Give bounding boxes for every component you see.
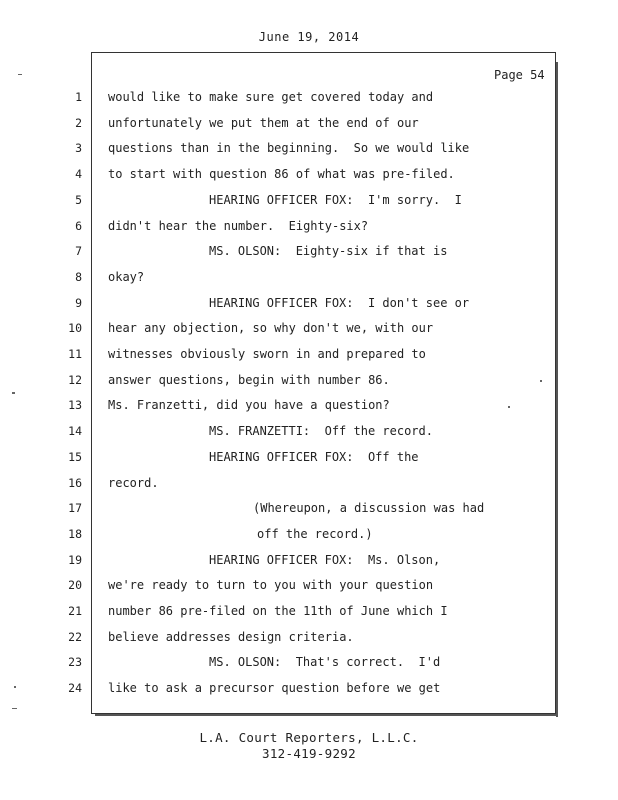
transcript-line-text: HEARING OFFICER FOX: Off the [209, 449, 419, 464]
transcript-line-text: like to ask a precursor question before we get [108, 681, 441, 696]
transcript-line-text: MS. FRANZETTI: Off the record. [209, 424, 433, 439]
transcript-line-text: okay? [108, 269, 145, 284]
transcript-line-text: unfortunately we put them at the end of our [108, 115, 419, 130]
transcript-line-text: hear any objection, so why don't we, with our [108, 321, 434, 336]
transcript-line-text: record. [108, 475, 159, 490]
frame-shadow-bottom [95, 714, 557, 716]
line-number: 12 [68, 372, 82, 387]
transcript-line-text: to start with question 86 of what was pre-filed. [108, 167, 455, 182]
transcript-line-text: HEARING OFFICER FOX: I'm sorry. I [209, 192, 462, 207]
line-number: 21 [68, 604, 82, 618]
line-number: 1 [75, 90, 82, 104]
transcript-line-text: (Whereupon, a discussion was had [253, 501, 485, 516]
line-number: 6 [75, 218, 82, 233]
line-number: 24 [68, 681, 82, 696]
transcript-date: June 19, 2014 [258, 30, 360, 44]
transcript-line-text: number 86 pre-filed on the 11th of June which I [108, 604, 448, 618]
line-number: 7 [75, 244, 82, 259]
line-number: 16 [68, 475, 82, 490]
transcript-line-text: answer questions, begin with number 86. [108, 372, 390, 387]
line-number: 4 [75, 167, 82, 182]
transcript-line-text: would like to make sure get covered today and [108, 90, 434, 104]
line-number: 20 [68, 578, 82, 593]
transcript-line-text: HEARING OFFICER FOX: I don't see or [209, 295, 470, 310]
transcript-line-text: witnesses obviously sworn in and prepared to [108, 347, 426, 361]
line-number: 23 [68, 655, 82, 670]
scan-speck [540, 380, 542, 382]
line-number: 5 [75, 192, 82, 207]
line-number: 15 [68, 449, 82, 464]
transcript-line-text: MS. OLSON: Eighty-six if that is [209, 244, 448, 259]
transcript-line-text: questions than in the beginning. So we would like [108, 141, 470, 156]
line-number: 10 [68, 321, 82, 336]
line-number: 19 [68, 552, 82, 567]
scan-speck [12, 708, 17, 709]
page-number: Page 54 [494, 68, 545, 82]
scan-speck [508, 406, 510, 408]
transcript-line-text: off the record.) [257, 526, 373, 541]
scan-speck [14, 686, 16, 688]
line-number: 13 [68, 398, 82, 413]
line-number: 17 [68, 501, 82, 516]
transcript-line-text: didn't hear the number. Eighty-six? [108, 218, 369, 233]
scan-speck [18, 74, 22, 75]
line-number: 22 [68, 629, 82, 644]
line-number: 3 [75, 141, 82, 156]
transcript-line-text: we're ready to turn to you with your question [108, 578, 434, 593]
transcript-line-text: believe addresses design criteria. [108, 629, 354, 644]
line-number: 9 [75, 295, 82, 310]
frame-shadow-right [556, 62, 558, 717]
transcript-line-text: MS. OLSON: That's correct. I'd [209, 655, 441, 670]
transcript-line-text: Ms. Franzetti, did you have a question? [108, 398, 390, 413]
line-number: 8 [75, 269, 82, 284]
court-reporter-phone: 312-419-9292 [262, 746, 356, 761]
court-reporter-name: L.A. Court Reporters, L.L.C. [199, 730, 419, 745]
line-number: 14 [68, 424, 82, 439]
line-number: 11 [68, 347, 82, 361]
line-number: 18 [68, 526, 82, 541]
scan-speck [12, 392, 15, 394]
transcript-line-text: HEARING OFFICER FOX: Ms. Olson, [209, 552, 441, 567]
line-number: 2 [75, 115, 82, 130]
